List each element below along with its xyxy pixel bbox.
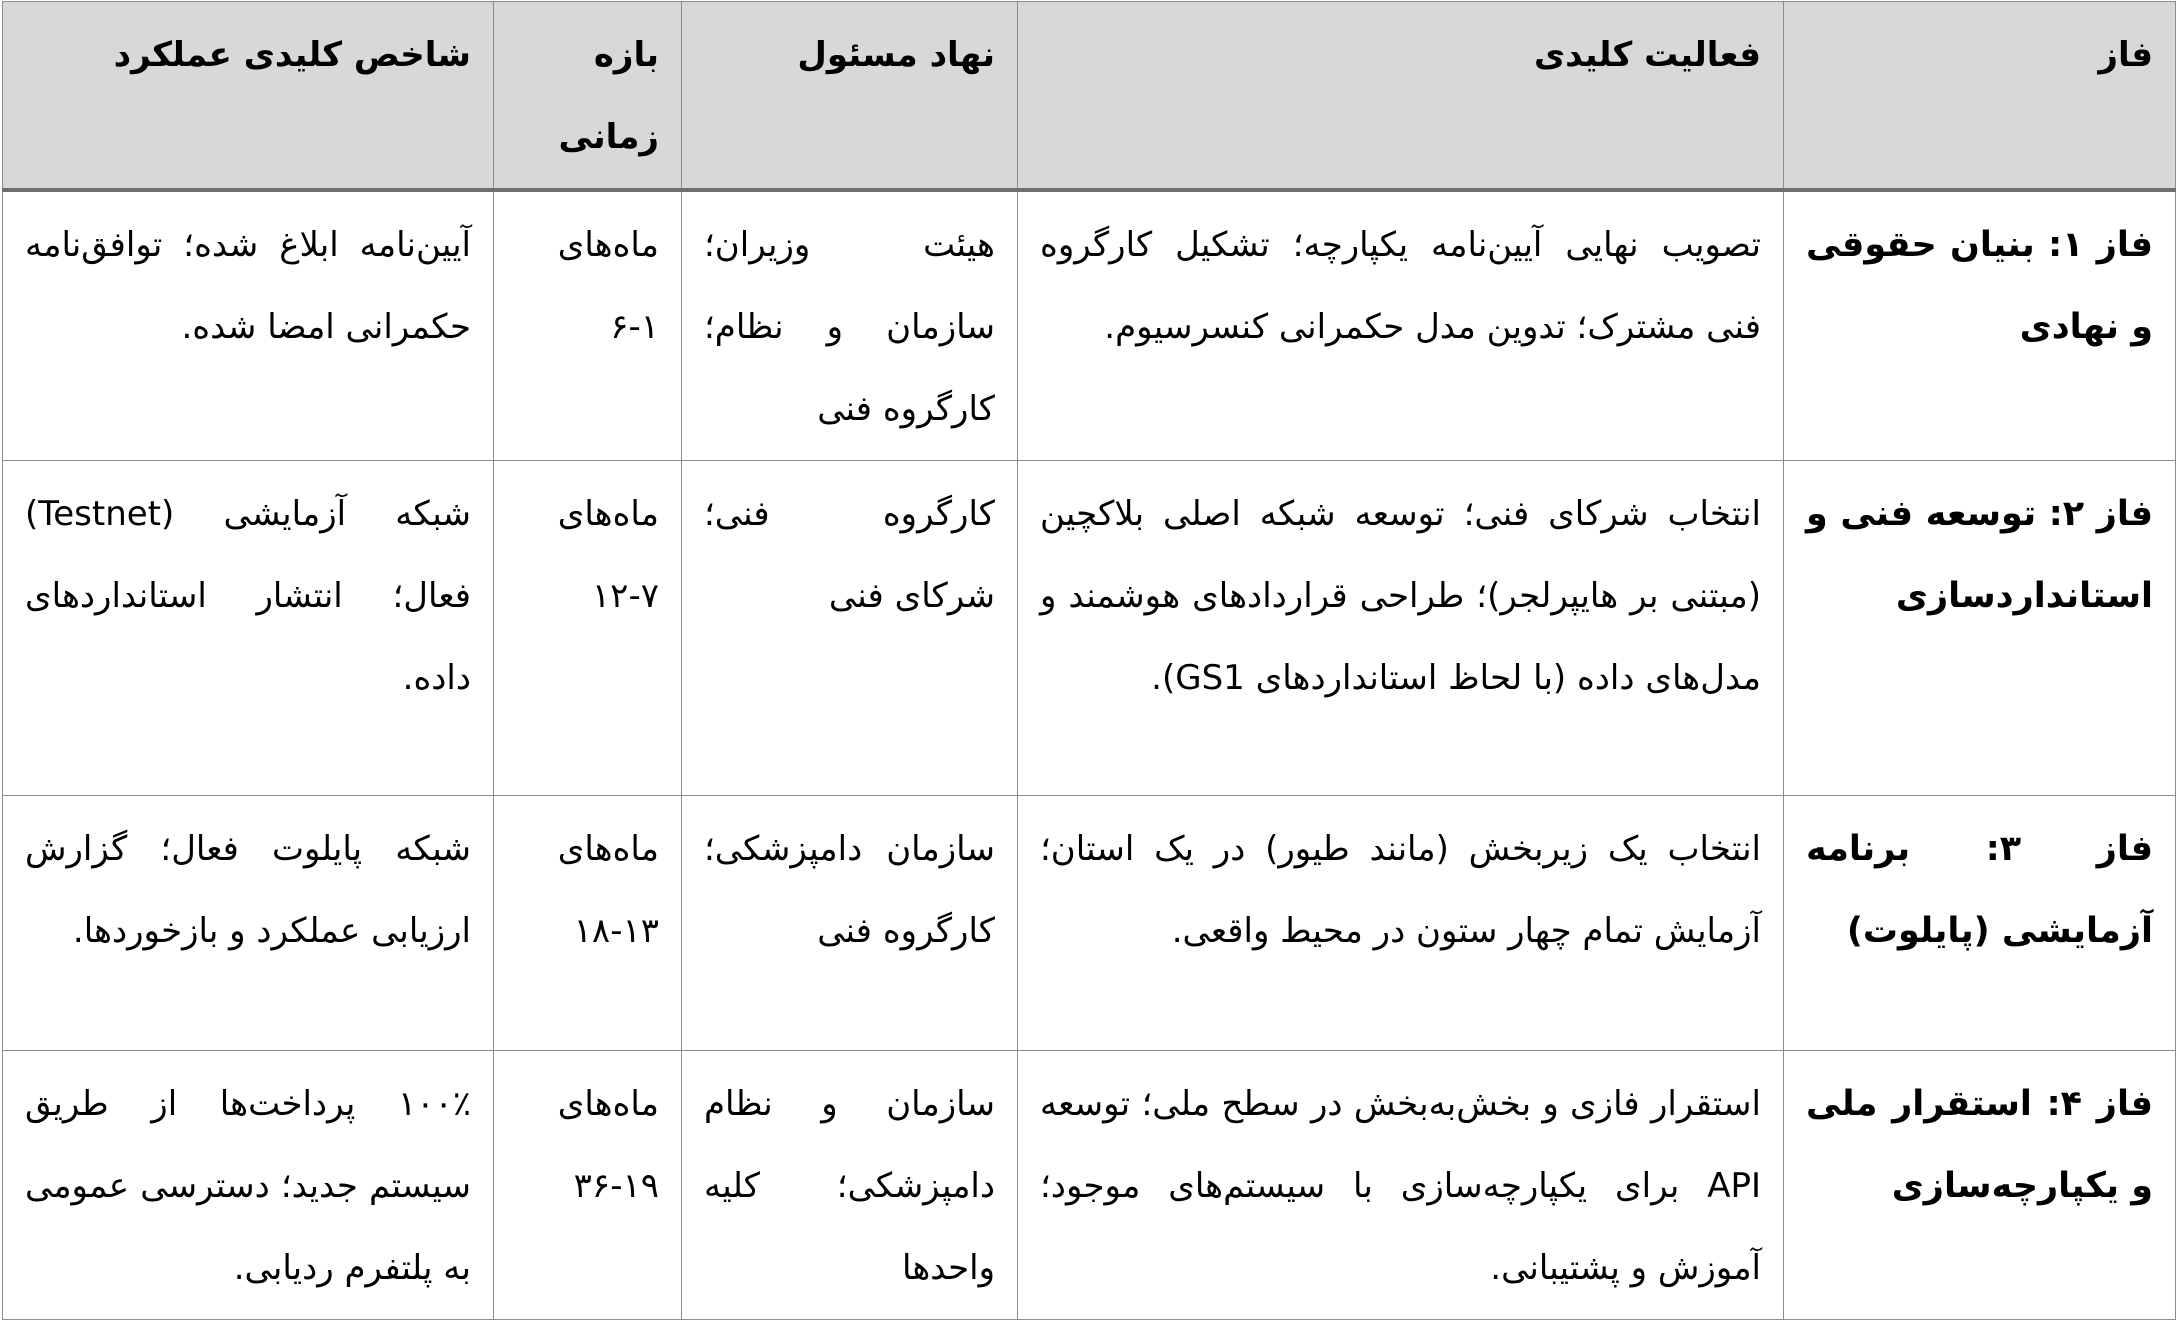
time-frame-cell: ماه‌های ۱۳-۱۸ (494, 796, 682, 1051)
kpi-cell: آیین‌نامه ابلاغ شده؛ توافق‌نامه حکمرانی امضا شده. (3, 190, 494, 461)
table-row (3, 190, 2176, 461)
header-responsible-body: نهاد مسئول (682, 2, 1018, 191)
time-frame-cell: ماه‌های ۱۹-۳۶ (494, 1051, 682, 1320)
responsible-body-cell: سازمان دامپزشکی؛ کارگروه فنی (682, 796, 1018, 1051)
header-time-frame: بازه زمانی (494, 2, 682, 191)
responsible-body-cell: کارگروه فنی؛ شرکای فنی (682, 461, 1018, 796)
phase-cell: فاز ۳: برنامه آزمایشی (پایلوت) (1784, 796, 2176, 1051)
phase-cell: فاز ۴: استقرار ملی و یکپارچه‌سازی (1784, 1051, 2176, 1320)
activity-cell: انتخاب شرکای فنی؛ توسعه شبکه اصلی بلاکچین (مبتنی بر هایپرلجر)؛ طراحی قراردادهای هوشمند و مدل‌های داده (با لحاظ استانداردهای GS1). (1018, 461, 1784, 796)
table-row (3, 461, 2176, 796)
table-row (3, 796, 2176, 1051)
responsible-body-cell: سازمان و نظام دامپزشکی؛ کلیه واحدها (682, 1051, 1018, 1320)
table-row (3, 1051, 2176, 1320)
implementation-roadmap-table (2, 1, 2176, 1320)
kpi-cell: شبکه پایلوت فعال؛ گزارش ارزیابی عملکرد و بازخوردها. (3, 796, 494, 1051)
responsible-body-cell: هیئت وزیران؛ سازمان و نظام؛ کارگروه فنی (682, 190, 1018, 461)
header-key-activity: فعالیت کلیدی (1018, 2, 1784, 191)
phase-cell: فاز ۲: توسعه فنی و استانداردسازی (1784, 461, 2176, 796)
phase-cell: فاز ۱: بنیان حقوقی و نهادی (1784, 190, 2176, 461)
time-frame-cell: ماه‌های ۱-۶ (494, 190, 682, 461)
activity-cell: انتخاب یک زیربخش (مانند طیور) در یک استان؛ آزمایش تمام چهار ستون در محیط واقعی. (1018, 796, 1784, 1051)
kpi-cell: شبکه آزمایشی (Testnet) فعال؛ انتشار استانداردهای داده. (3, 461, 494, 796)
kpi-cell: ۱۰۰٪ پرداخت‌ها از طریق سیستم جدید؛ دسترسی عمومی به پلتفرم ردیابی. (3, 1051, 494, 1320)
time-frame-cell: ماه‌های ۷-۱۲ (494, 461, 682, 796)
table-header-row (3, 2, 2176, 191)
activity-cell: تصویب نهایی آیین‌نامه یکپارچه؛ تشکیل کارگروه فنی مشترک؛ تدوین مدل حکمرانی کنسرسیوم. (1018, 190, 1784, 461)
header-phase: فاز (1784, 2, 2176, 191)
activity-cell: استقرار فازی و بخش‌به‌بخش در سطح ملی؛ توسعه API برای یکپارچه‌سازی با سیستم‌های موجود؛ آموزش و پشتیبانی. (1018, 1051, 1784, 1320)
header-kpi: شاخص کلیدی عملکرد (3, 2, 494, 191)
